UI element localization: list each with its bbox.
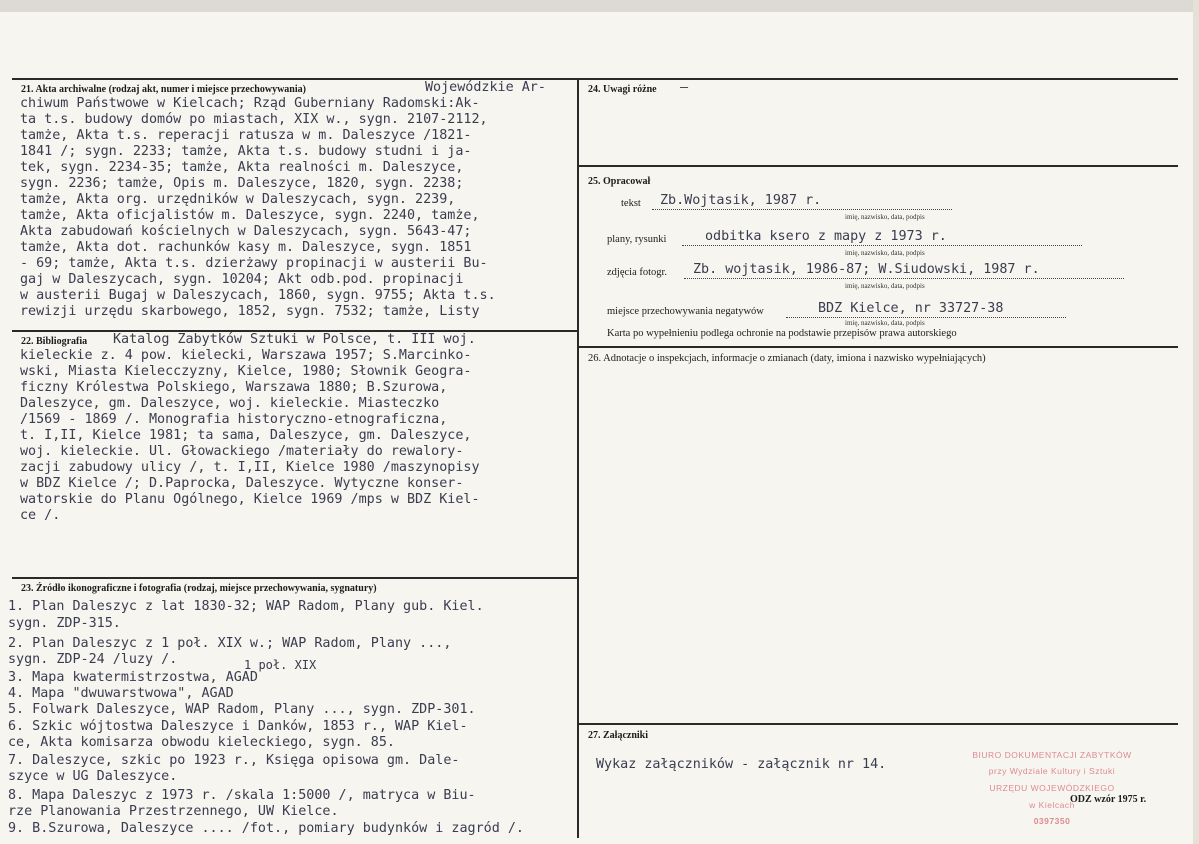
section-22-label: 22. Bibliografia xyxy=(21,336,88,347)
s21-line-3: tamże, Akta t.s. reperacji ratusza w m. Daleszyce /1821- xyxy=(20,128,472,143)
section-23-label: 23. Źródło ikonograficzne i fotografia (rodzaj, miejsce przechowywania, sygnatury) xyxy=(21,583,377,594)
s27-value: Wykaz załączników - załącznik nr 14. xyxy=(596,757,887,772)
s22-line-3: ficzny Królestwa Polskiego, Warszawa 1880; B.Szurowa, xyxy=(20,380,448,395)
zdjecia-dotline xyxy=(684,278,1124,279)
s23-line-1: sygn. ZDP-315. xyxy=(8,616,121,631)
tekst-dotline xyxy=(652,209,952,210)
s23-line-11: 8. Mapa Daleszyc z 1973 r. /skala 1:5000 /, matryca w Biu- xyxy=(8,788,476,803)
zdjecia-value: Zb. wojtasik, 1986-87; W.Siudowski, 1987 r. xyxy=(693,262,1040,277)
s21-line-5: tek, sygn. 2234-35; tamże, Akta realności m. Daleszyce, xyxy=(20,160,464,175)
s21-line-0: Wojewódzkie Ar- xyxy=(425,80,546,95)
tekst-value: Zb.Wojtasik, 1987 r. xyxy=(660,193,822,208)
s21-line-9: Akta zabudowań kościelnych w Daleszycach, sygn. 5643-47; xyxy=(20,224,472,239)
s21-line-11: - 69; tamże, Akta t.s. dzierżawy propinacji w austerii Bu- xyxy=(20,256,488,271)
zdjecia-caption: imię, nazwisko, data, podpis xyxy=(845,282,925,290)
section-26-label: 26. Adnotacje o inspekcjach, informacje o zmianach (daty, imiona i nazwisko wypełniających) xyxy=(588,353,986,364)
s23-line-8: ce, Akta komisarza obwodu kieleckiego, sygn. 85. xyxy=(8,735,395,750)
s24-value: — xyxy=(680,80,689,95)
s23-line-10: szyce w UG Daleszyce. xyxy=(8,769,178,784)
s22-line-11: ce /. xyxy=(20,508,61,523)
s21-line-10: tamże, Akta dot. rachunków kasy m. Daleszyce, sygn. 1851 xyxy=(20,240,472,255)
zdjecia-label: zdjęcia fotogr. xyxy=(607,267,668,278)
stamp-line-4: w Kielcach xyxy=(1029,800,1075,810)
section-25-label: 25. Opracował xyxy=(588,176,651,187)
s22-line-5: /1569 - 1869 /. Monografia historyczno-etnograficzna, xyxy=(20,412,448,427)
rule-22-23 xyxy=(12,577,578,579)
s21-line-14: rewizji urzędu skarbowego, 1852, sygn. 7532; tamże, Listy xyxy=(20,304,480,318)
stamp-line-3: URZĘDU WOJEWÓDZKIEGO xyxy=(989,783,1115,793)
s21-line-2: ta t.s. budowy domów po miastach, XIX w., sygn. 2107-2112, xyxy=(20,112,488,127)
s23-line-13: 9. B.Szurowa, Daleszyce .... /fot., pomiary budynków i zagród /. xyxy=(8,821,524,836)
tekst-caption: imię, nazwisko, data, podpis xyxy=(845,213,925,221)
s21-line-13: w austerii Bugaj w Daleszycach, 1860, sygn. 9755; Akta t.s. xyxy=(20,288,496,303)
s22-line-10: watorskie do Planu Ogólnego, Kielce 1969 /mps w BDZ Kiel- xyxy=(20,492,480,507)
s22-line-2: wski, Miasta Kielecczyzny, Kielce, 1980; Słownik Geogra- xyxy=(20,364,472,379)
section-21-label: 21. Akta archiwalne (rodzaj akt, numer i miejsce przechowywania) xyxy=(21,84,306,95)
section-24-label: 24. Uwagi różne xyxy=(588,84,657,95)
plany-value: odbitka ksero z mapy z 1973 r. xyxy=(705,229,947,244)
s23-line-7: 6. Szkic wójtostwa Daleszyce i Danków, 1853 r., WAP Kiel- xyxy=(8,719,468,734)
rule-26-27 xyxy=(579,723,1178,725)
rule-25-26 xyxy=(579,346,1178,348)
s22-line-4: Daleszyce, gm. Daleszyce, woj. kieleckie. Miasteczko xyxy=(20,396,440,411)
s22-line-7: woj. kieleckie. Ul. Głowackiego /materiały do rewalory- xyxy=(20,444,464,459)
s21-line-6: sygn. 2236; tamże, Opis m. Daleszyce, 1820, sygn. 2238; xyxy=(20,176,464,191)
s21-line-4: 1841 /; sygn. 2233; tamże, Akta t.s. budowy studni i ja- xyxy=(20,144,472,159)
s23-line-3: sygn. ZDP-24 /luzy /. xyxy=(8,652,178,667)
s22-line-8: zacji zabudowy ulicy /, t. I,II, Kielce 1980 /maszynopisy xyxy=(20,460,480,475)
section-27-label: 27. Załączniki xyxy=(588,730,649,741)
copyright-note: Karta po wypełnieniu podlega ochronie na podstawie przepisów prawa autorskiego xyxy=(607,328,957,339)
stamp-line-2: przy Wydziale Kultury i Sztuki xyxy=(988,766,1116,776)
s21-line-8: tamże, Akta oficjalistów m. Daleszyce, sygn. 2240, tamże, xyxy=(20,208,480,223)
s21-line-7: tamże, Akta org. urzędników w Daleszycach, sygn. 2239, xyxy=(20,192,456,207)
stamp-line-1: BIURO DOKUMENTACJI ZABYTKÓW xyxy=(972,750,1132,760)
miejsce-label: miejsce przechowywania negatywów xyxy=(607,306,764,317)
s22-line-0: Katalog Zabytków Sztuki w Polsce, t. III woj. xyxy=(113,332,476,347)
miejsce-dotline xyxy=(786,317,1066,318)
plany-label: plany, rysunki xyxy=(607,234,667,245)
s23-line-6: 5. Folwark Daleszyce, WAP Radom, Plany ..., sygn. ZDP-301. xyxy=(8,702,476,717)
s22-line-1: kieleckie z. 4 pow. kielecki, Warszawa 1957; S.Marcinko- xyxy=(20,348,472,363)
s23-line-5: 4. Mapa "dwuwarstwowa", AGAD xyxy=(8,686,234,701)
miejsce-caption: imię, nazwisko, data, podpis xyxy=(845,319,925,327)
rule-24-25 xyxy=(579,165,1178,167)
stamp-number: 0397350 xyxy=(1033,816,1071,826)
s23-line-2: 2. Plan Daleszyc z 1 poł. XIX w.; WAP Radom, Plany ..., xyxy=(8,636,452,651)
s23-line-4: 3. Mapa kwatermistrzostwa, AGAD xyxy=(8,670,258,685)
plany-dotline xyxy=(682,245,1082,246)
s23-line-12: rze Planowania Przestrzennego, UW Kielce. xyxy=(8,804,339,819)
s22-line-6: t. I,II, Kielce 1981; ta sama, Daleszyce, gm. Daleszyce, xyxy=(20,428,472,443)
miejsce-value: BDZ Kielce, nr 33727-38 xyxy=(818,301,1004,316)
s21-line-12: gaj w Daleszycach, sygn. 10204; Akt odb.pod. propinacji xyxy=(20,272,464,287)
s23-line-0: 1. Plan Daleszyc z lat 1830-32; WAP Radom, Plany gub. Kiel. xyxy=(8,599,484,614)
tekst-label: tekst xyxy=(621,198,641,209)
s21-line-1: chiwum Państwowe w Kielcach; Rząd Guberniany Radomski:Ak- xyxy=(20,96,480,111)
plany-caption: imię, nazwisko, data, podpis xyxy=(845,249,925,257)
s23-line-9: 7. Daleszyce, szkic po 1923 r., Księga opisowa gm. Dale- xyxy=(8,753,460,768)
page-edge xyxy=(1193,0,1199,844)
top-rule xyxy=(12,78,1178,80)
form-template-id: ODZ wzór 1975 r. xyxy=(1070,794,1147,805)
s23-insert: 1 poł. XIX xyxy=(244,658,317,672)
top-band xyxy=(0,0,1199,12)
s22-line-9: w BDZ Kielce /; D.Paprocka, Daleszyce. Wytyczne konser- xyxy=(20,476,464,491)
